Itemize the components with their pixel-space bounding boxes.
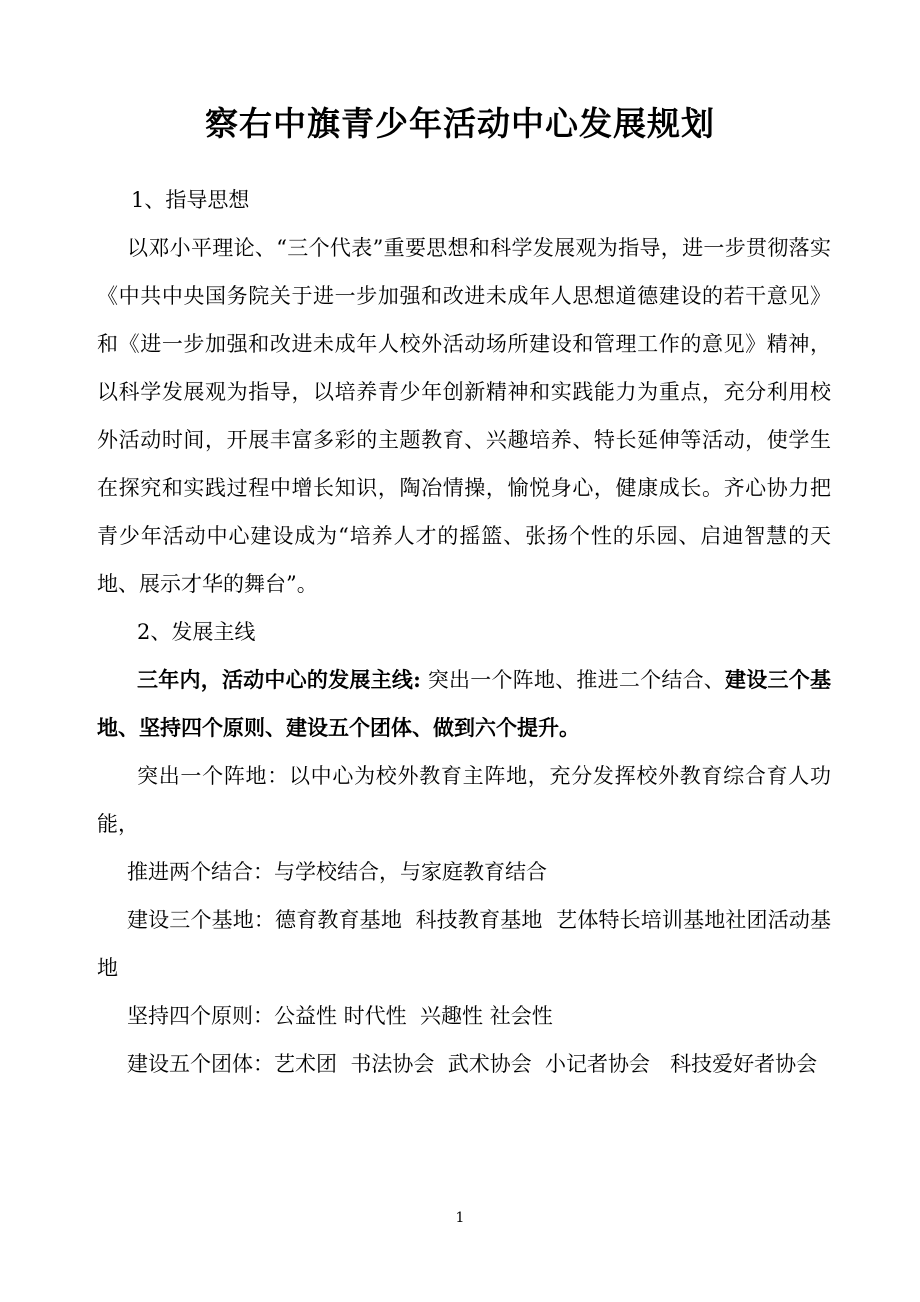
page-number: 1 — [455, 1210, 465, 1226]
list-item-four-principles: 坚持四个原则：公益性 时代性 兴趣性 社会性 — [127, 1004, 553, 1028]
section-heading-guiding-ideology: 1、指导思想 — [131, 188, 250, 212]
mainline-bold-prefix: 三年内，活动中心的发展主线: — [137, 667, 421, 692]
list-item-five-groups: 建设五个团体：艺术团 书法协会 武术协会 小记者协会 科技爱好者协会 — [127, 1052, 818, 1076]
list-item-three-bases: 建设三个基地：德育教育基地 科技教育基地 艺体特长培训基地社团活动基地 — [97, 908, 831, 980]
mainline-normal-middle: 突出一个阵地、推进二个结合、 — [420, 668, 726, 692]
list-item-one-position: 突出一个阵地：以中心为校外教育主阵地，充分发挥校外教育综合育人功能， — [97, 764, 831, 836]
paragraph-guiding-ideology: 以邓小平理论、“三个代表”重要思想和科学发展观为指导，进一步贯彻落实《中共中央国务院关于进一步加强和改进未成年人思想道德建设的若干意见》和《进一步加强和改进未成年人校外活动场所建设和管理工作的意见》精神，以科学发展观为指导，以培养青少年创新精神和实践能力为重点，充分利用校外活动时间，开展丰富多彩的主题教育、兴趣培养、特长延伸等活动，使学生在探究和实践过程中增长知识，陶冶情操，愉悦身心，健康成长。齐心协力把青少年活动中心建设成为“培养人才的摇篮、张扬个性的乐园、启迪智慧的天地、展示才华的舞台”。 — [97, 236, 831, 596]
list-item-two-combinations: 推进两个结合：与学校结合，与家庭教育结合 — [127, 860, 547, 884]
section-heading-development-mainline: 2、发展主线 — [137, 620, 256, 644]
paragraph-mainline-summary — [97, 656, 831, 752]
mainline-bold-suffix: 建设三个基地、坚持四个原则、建设五个团体、做到六个提升。 — [97, 667, 831, 740]
document-body — [97, 176, 831, 1088]
document-title: 察右中旗青少年活动中心发展规划 — [205, 104, 715, 143]
